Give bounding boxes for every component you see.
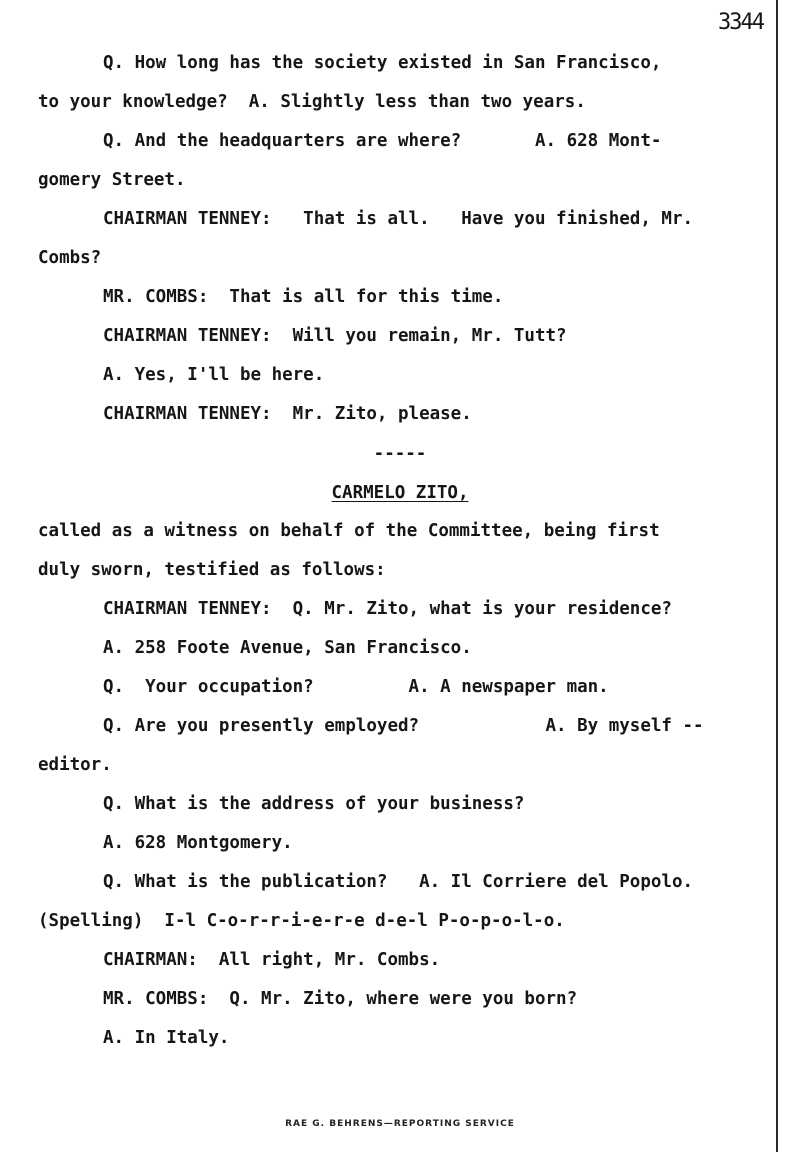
transcript-line: editor. — [38, 755, 112, 775]
transcript-line: A. 258 Foote Avenue, San Francisco. — [103, 638, 472, 658]
transcript-line: Q. What is the publication? A. Il Corriere del Popolo. — [103, 872, 694, 892]
transcript-line: CHAIRMAN: All right, Mr. Combs. — [103, 950, 441, 970]
transcript-line: called as a witness on behalf of the Committee, being first — [38, 521, 660, 541]
page-number: 3344 — [718, 10, 763, 35]
transcript-line: gomery Street. — [38, 170, 186, 190]
transcript-line: Q. Your occupation? A. A newspaper man. — [103, 677, 609, 697]
transcript-line: Combs? — [38, 248, 102, 268]
transcript-line: Q. And the headquarters are where? A. 628 Mont- — [103, 131, 662, 151]
transcript-line: duly sworn, testified as follows: — [38, 560, 386, 580]
witness-heading: CARMELO ZITO, — [331, 483, 469, 503]
transcript-line: Q. Are you presently employed? A. By myself -- — [103, 716, 704, 736]
margin-rule — [776, 0, 778, 1152]
transcript-line: Q. What is the address of your business? — [103, 794, 525, 814]
transcript-line: CHAIRMAN TENNEY: That is all. Have you finished, Mr. — [103, 209, 694, 229]
transcript-line: (Spelling) I-l C-o-r-r-i-e-r-e d-e-l P-o-p-o-l-o. — [38, 911, 565, 931]
section-separator: ----- — [373, 444, 427, 464]
transcript-line: MR. COMBS: That is all for this time. — [103, 287, 504, 307]
transcript-line: A. 628 Montgomery. — [103, 833, 293, 853]
transcript-line: CHAIRMAN TENNEY: Will you remain, Mr. Tutt? — [103, 326, 567, 346]
reporter-footer: RAE G. BEHRENS—REPORTING SERVICE — [285, 1119, 515, 1129]
transcript-line: MR. COMBS: Q. Mr. Zito, where were you born? — [103, 989, 578, 1009]
transcript-line: to your knowledge? A. Slightly less than two years. — [38, 92, 586, 112]
transcript-line: CHAIRMAN TENNEY: Mr. Zito, please. — [103, 404, 472, 424]
transcript-line: A. Yes, I'll be here. — [103, 365, 325, 385]
transcript-line: CHAIRMAN TENNEY: Q. Mr. Zito, what is your residence? — [103, 599, 672, 619]
transcript-line: Q. How long has the society existed in San Francisco, — [103, 53, 662, 73]
transcript-line: A. In Italy. — [103, 1028, 230, 1048]
